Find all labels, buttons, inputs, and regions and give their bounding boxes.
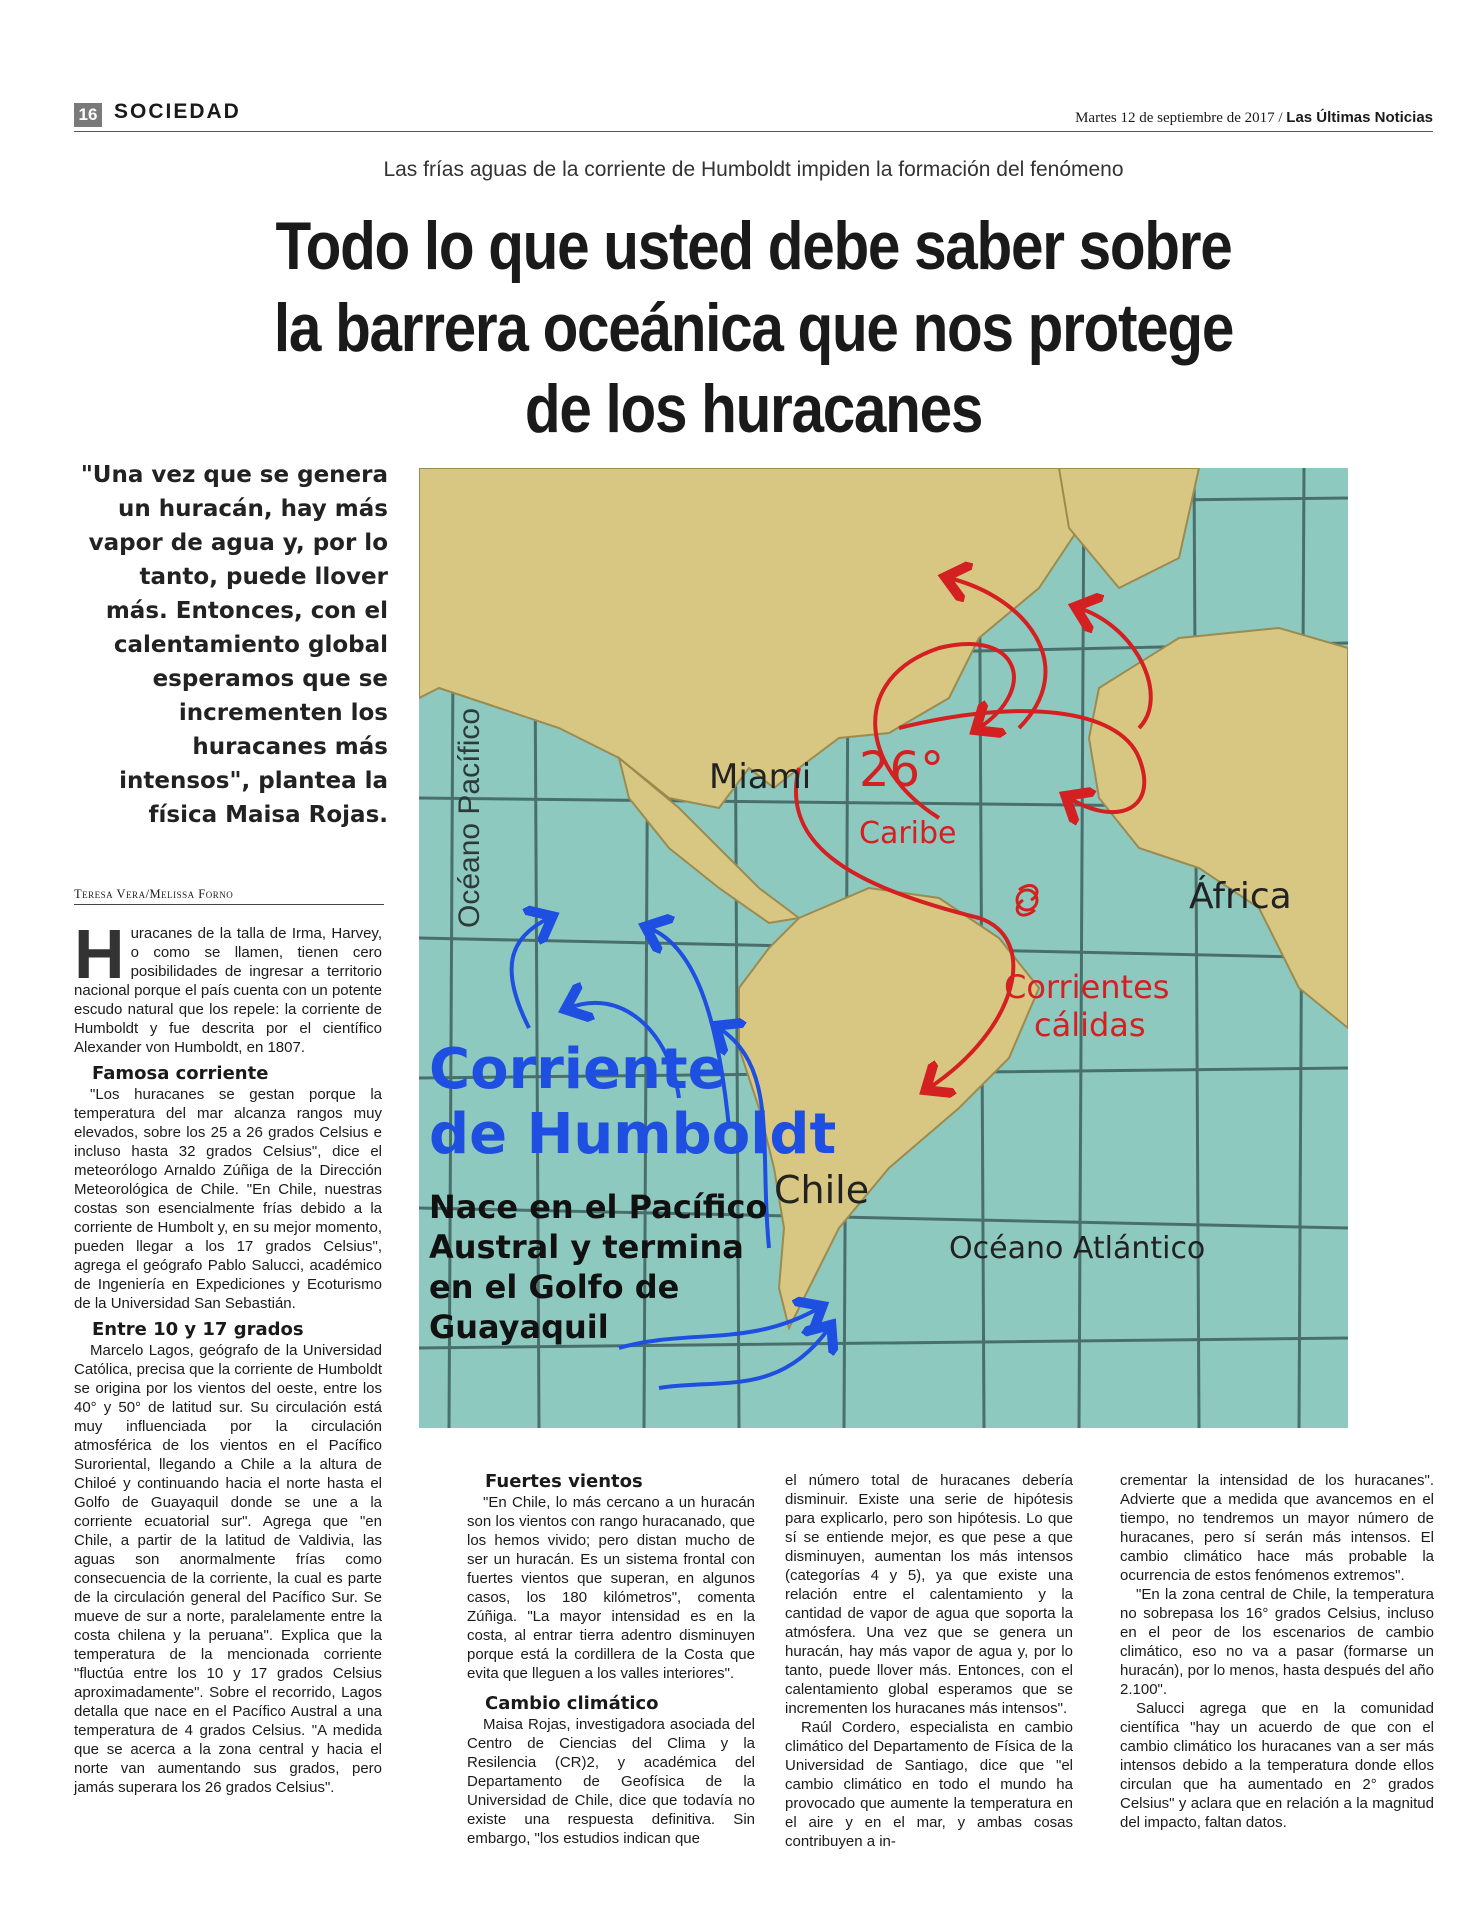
label-description-2: Austral y termina bbox=[429, 1228, 744, 1266]
label-description-4: Guayaquil bbox=[429, 1308, 609, 1346]
page-number: 16 bbox=[74, 103, 102, 127]
paragraph: crementar la intensidad de los huracanes". Advierte que a medida que avancemos en el tiempo, no tendremos un mayor número de huracanes, pero sí serán más intensos. El cambio climático hace más probable la ocurrencia de estos fenómenos extremos". bbox=[1120, 1472, 1434, 1584]
kicker: Las frías aguas de la corriente de Humboldt impiden la formación del fenómeno bbox=[383, 158, 1124, 181]
column-3 bbox=[785, 1471, 1073, 1851]
column-2 bbox=[467, 1471, 755, 1848]
label-humboldt-2: de Humboldt bbox=[429, 1102, 837, 1167]
dateline bbox=[1075, 109, 1433, 127]
paragraph: Maisa Rojas, investigadora asociada del Centro de Ciencias del Clima y la Resilencia (CR)2, y académica del Departamento de Geofísica de la Universidad de Chile, dice que todavía no existe una respuesta definitiva. Sin embargo, "los estudios indican que bbox=[467, 1716, 755, 1847]
label-caribe: Caribe bbox=[859, 816, 957, 851]
drop-cap: H bbox=[74, 915, 125, 993]
label-temperature: 26° bbox=[859, 742, 945, 798]
subheading: Cambio climático bbox=[485, 1693, 659, 1714]
intro-paragraph: Huracanes de la talla de Irma, Harvey, o como se llamen, tienen cero posibilidades de ingresar a territorio nacional porque el país cuenta con un potente escudo natural que los repele: la corriente de Humboldt y fue descrita por el científico Alexander von Humboldt, en 1807. bbox=[74, 915, 382, 1056]
column-4 bbox=[1120, 1471, 1434, 1832]
header-rule bbox=[74, 131, 1433, 132]
pull-quote: "Una vez que se genera un huracán, hay más vapor de agua y, por lo tanto, puede llover más. Entonces, con el calentamiento global esperamos que se incrementen los huracanes más intensos", plantea la física Maisa Rojas. bbox=[80, 462, 388, 828]
subheading: Fuertes vientos bbox=[485, 1471, 643, 1492]
column-1 bbox=[74, 915, 382, 1797]
paragraph: "En la zona central de Chile, la temperatura no sobrepasa los 16° grados Celsius, incluso en el peor de los escenarios de cambio climático, eso no va a pasar (formarse un huracán), por lo menos, hasta después del año 2.100". bbox=[1120, 1586, 1434, 1698]
byline: Teresa Vera/Melissa Forno bbox=[74, 887, 384, 905]
label-warm-currents-1: Corrientes bbox=[1004, 968, 1170, 1006]
headline-line: de los huracanes bbox=[524, 371, 983, 448]
headline bbox=[169, 206, 1338, 451]
date: Martes 12 de septiembre de 2017 / bbox=[1075, 110, 1283, 126]
paragraph: "Los huracanes se gestan porque la temperatura del mar alcanza rangos muy elevados, sobre los 25 a 26 grados Celsius e incluso hasta 32 grados Celsius", dice el meteorólogo Arnaldo Zúñiga de la Dirección Meteorológica de Chile. "En Chile, nuestras costas son esencialmente frías debido a la corriente de Humbolt y, en su mejor momento, pueden llegar a los 17 grados Celsius", agrega el geógrafo Pablo Salucci, académico de Ingeniería en Expediciones y Ecoturismo de la Universidad San Sebastián. bbox=[74, 1086, 382, 1312]
headline-line: Todo lo que usted debe saber sobre bbox=[275, 208, 1232, 284]
paragraph: "En Chile, lo más cercano a un huracán son los vientos con rango huracanado, que los hemos vivido; pero distan mucho de ser un huracán. Es un sistema frontal con fuertes vientos que superan, en algunos casos, los 180 kilómetros", comenta Zúñiga. "La mayor intensidad es en la costa, al entrar tierra adentro disminuyen porque está la cordillera de la Costa que evita que lleguen a los valles interiores". bbox=[467, 1494, 755, 1682]
label-atlantic: Océano Atlántico bbox=[949, 1231, 1206, 1266]
label-pacific: Océano Pacífico bbox=[453, 707, 486, 928]
paragraph: Raúl Cordero, especialista en cambio climático del Departamento de Física de la Universidad de Santiago, dice que "el cambio climático en todo el mundo ha provocado que aumente la temperatura en el aire y en el mar, y ambas cosas contribuyen a in- bbox=[785, 1719, 1073, 1850]
subheading: Famosa corriente bbox=[92, 1063, 269, 1084]
paragraph: el número total de huracanes debería disminuir. Existe una serie de hipótesis para explicarlo, pero son hipótesis. Lo que sí se entiende mejor, es que pese a que disminuyen, aumentan los más intensos (categorías 4 y 5), ya que existe una relación entre el calentamiento y la cantidad de vapor de agua que soporta la atmósfera. Una vez que se genera un huracán, hay más vapor de agua y, por lo tanto, puede llover más. Entonces, con el calentamiento global esperamos que se incrementen los huracanes más intensos". bbox=[785, 1472, 1073, 1717]
paragraph: Marcelo Lagos, geógrafo de la Universidad Católica, precisa que la corriente de Humboldt se origina por los vientos del oeste, entre los 40° y 50° de latitud sur. Su circulación está muy influenciada por la circulación atmosférica de los vientos en el Pacífico Suroriental, llegando a Chile a la altura de Chiloé y continuando hacia el norte hasta el Golfo de Guayaquil donde se une a la corriente ecuatorial sur". Agrega que "en Chile, a partir de la latitud de Valdivia, las aguas son anormalmente frías como consecuencia de la corriente, la cual es parte de la circulación general del Pacífico Sur. Se mueve de sur a norte, paralelamente entre la costa chilena y la peruana". Explica que la temperatura de la mencionada corriente "fluctúa entre los 10 y 17 grados Celsius aproximadamente". Sobre el recorrido, Lagos detalla que nace en el Pacífico Austral a una temperatura de 4 grados Celsius. "A medida que se acerca a la zona central y hacia el norte van aumentando sus grados, pero jamás superara los 26 grados Celsius". bbox=[74, 1342, 382, 1796]
label-warm-currents-2: cálidas bbox=[1034, 1006, 1146, 1044]
label-africa: África bbox=[1189, 876, 1292, 917]
label-chile: Chile bbox=[774, 1168, 870, 1212]
label-humboldt-1: Corriente bbox=[429, 1037, 726, 1102]
headline-line: la barrera oceánica que nos protege bbox=[273, 289, 1234, 366]
currents-map bbox=[419, 468, 1348, 1428]
label-description-1: Nace en el Pacífico bbox=[429, 1188, 768, 1226]
label-description-3: en el Golfo de bbox=[429, 1268, 680, 1306]
paragraph: Salucci agrega que en la comunidad científica "hay un acuerdo de que con el cambio climático los huracanes van a ser más intensos debido a la temperatura donde ellos circulan que ha aumentado en 2° grados Celsius" y aclara que en relación a la magnitud del impacto, faltan datos. bbox=[1120, 1700, 1434, 1831]
label-miami: Miami bbox=[709, 757, 812, 797]
subheading: Entre 10 y 17 grados bbox=[92, 1319, 304, 1340]
section-title: SOCIEDAD bbox=[114, 100, 241, 123]
newspaper-name: Las Últimas Noticias bbox=[1286, 109, 1433, 126]
